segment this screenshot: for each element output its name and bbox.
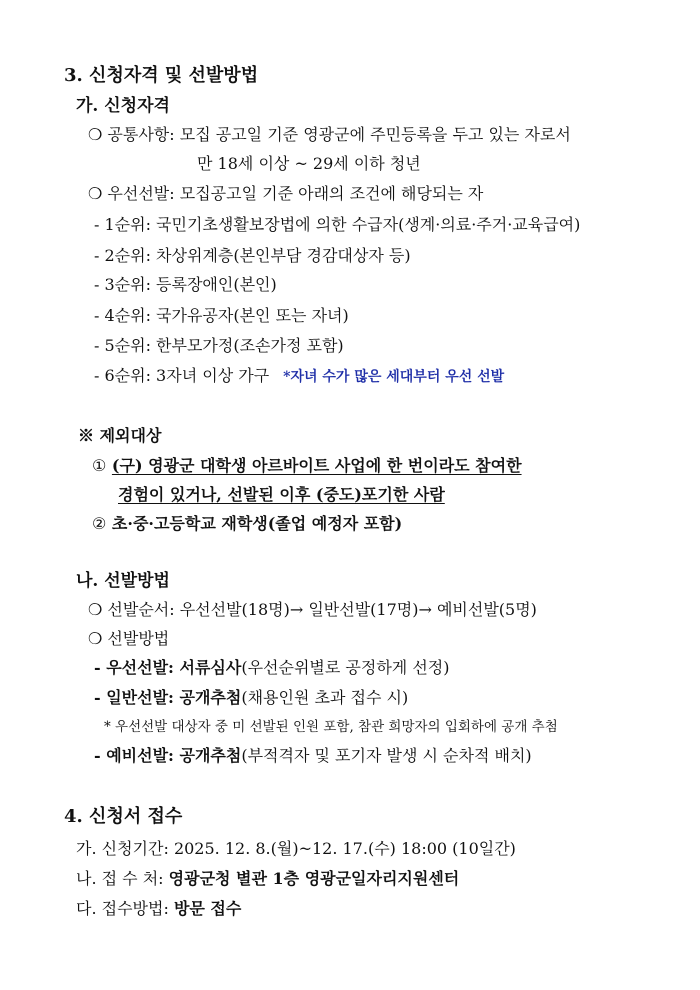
selection-order: ❍ 선발순서: 우선선발(18명)→ 일반선발(17명)→ 예비선발(5명): [88, 600, 537, 619]
priority-requirement: [88, 182, 483, 206]
rank-6-text: - 6순위: 3자녀 이상 가구: [94, 366, 270, 385]
method-general: [94, 686, 408, 710]
rank-6: [94, 364, 504, 388]
exclusion-item-2: [92, 512, 402, 536]
method-priority: [94, 656, 449, 680]
rank-5: - 5순위: 한부모가정(조손가정 포함): [94, 336, 344, 355]
item-1-number: ①: [92, 456, 107, 475]
method-label: 다. 접수방법:: [76, 899, 169, 918]
rank-4: - 4순위: 국가유공자(본인 또는 자녀): [94, 306, 349, 325]
item-2-number: ②: [92, 514, 107, 533]
period-label: 가. 신청기간:: [76, 839, 169, 858]
priority-text: 모집공고일 기준 아래의 조건에 해당되는 자: [179, 184, 484, 203]
application-period: [76, 837, 516, 861]
selection-method-label: ❍ 선발방법: [88, 629, 170, 648]
priority-label: ❍ 우선선발:: [88, 184, 175, 203]
common-requirement: [88, 123, 571, 147]
section-3-title: 3. 신청자격 및 선발방법: [64, 65, 259, 86]
method-1-label: - 우선선발: 서류심사: [94, 658, 242, 677]
exclusion-title: ※ 제외대상: [78, 426, 162, 445]
exclusion-item-1-line-2: 경험이 있거나, 선발된 이후 (중도)포기한 사람: [118, 485, 445, 504]
application-method: [76, 897, 241, 921]
place-value: 영광군청 별관 1층 영광군일자리지원센터: [168, 869, 460, 888]
subsection-a-title: 가. 신청자격: [76, 96, 170, 116]
method-3-label: - 예비선발: 공개추첨: [94, 746, 242, 765]
method-1-text: (우선순위별로 공정하게 선정): [241, 658, 450, 677]
lottery-note: * 우선선발 대상자 중 미 선발된 인원 포함, 참관 희망자의 입회하에 공개 추첨: [104, 719, 558, 735]
place-label: 나. 접 수 처:: [76, 869, 164, 888]
item-1-line-1: (구) 영광군 대학생 아르바이트 사업에 한 번이라도 참여한: [111, 456, 522, 475]
method-2-text: (채용인원 초과 접수 시): [241, 688, 409, 707]
method-value: 방문 접수: [173, 899, 242, 918]
rank-1: - 1순위: 국민기초생활보장법에 의한 수급자(생계·의료·주거·교육급여): [94, 215, 581, 234]
common-text: 모집 공고일 기준 영광군에 주민등록을 두고 있는 자로서: [179, 125, 571, 144]
method-2-label: - 일반선발: 공개추첨: [94, 688, 242, 707]
age-requirement: 만 18세 이상 ~ 29세 이하 청년: [197, 154, 421, 173]
item-2-text: 초·중·고등학교 재학생(졸업 예정자 포함): [111, 514, 403, 533]
period-value: 2025. 12. 8.(월)~12. 17.(수) 18:00 (10일간): [173, 839, 516, 858]
subsection-b-title: 나. 선발방법: [76, 571, 170, 591]
rank-6-note: *자녀 수가 많은 세대부터 우선 선발: [283, 369, 505, 385]
rank-2: - 2순위: 차상위계층(본인부담 경감대상자 등): [94, 246, 411, 265]
method-reserve: [94, 744, 532, 768]
section-4-title: 4. 신청서 접수: [64, 806, 183, 827]
application-place: [76, 867, 459, 891]
exclusion-item-1: [92, 454, 522, 478]
method-3-text: (부적격자 및 포기자 발생 시 순차적 배치): [241, 746, 532, 765]
common-label: ❍ 공통사항:: [88, 125, 175, 144]
rank-3: - 3순위: 등록장애인(본인): [94, 275, 277, 294]
